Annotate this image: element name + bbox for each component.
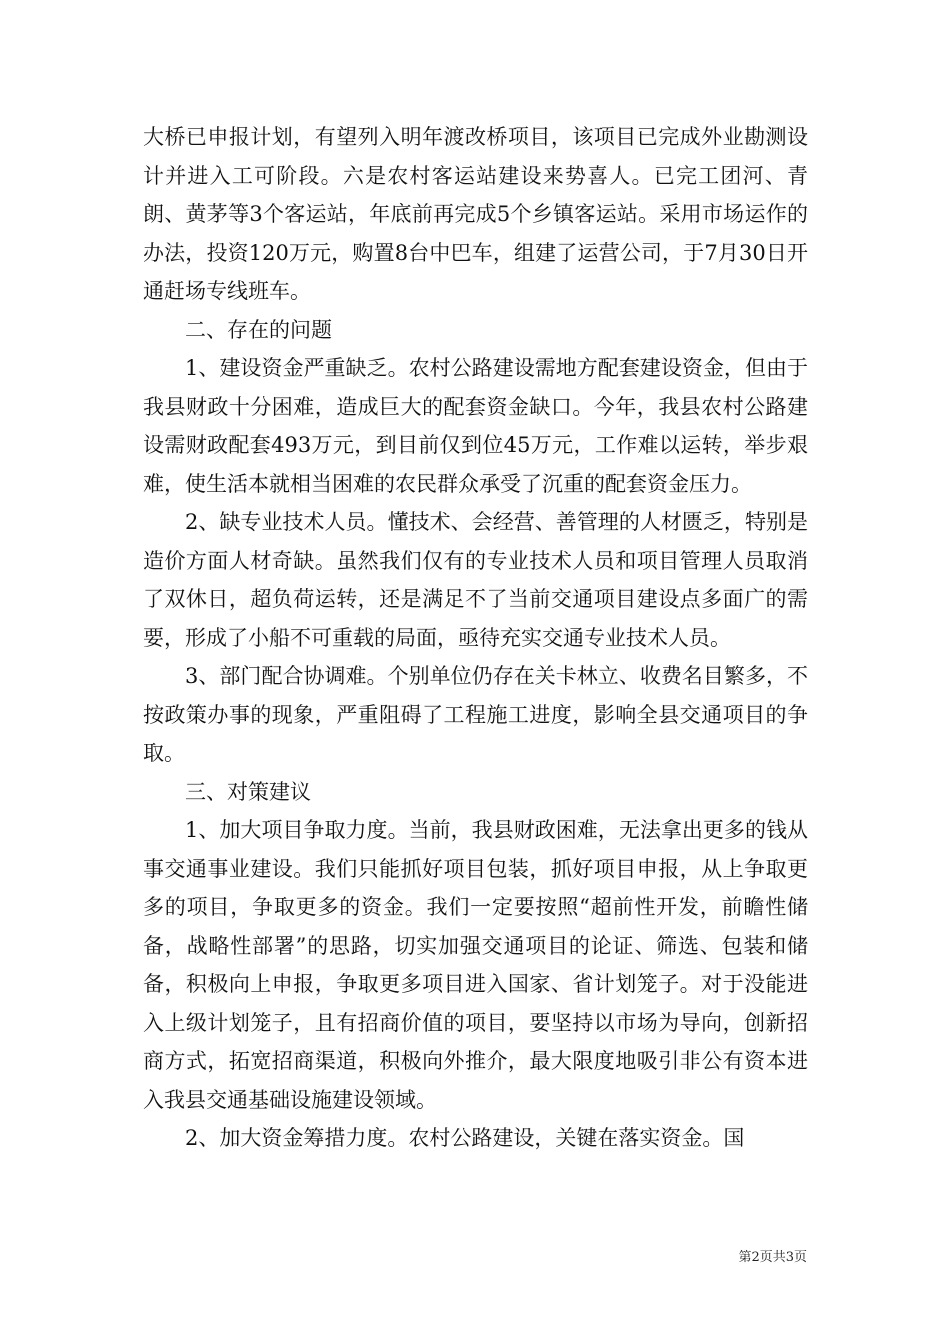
paragraph-project-effort: 1、加大项目争取力度。当前，我县财政困难，无法拿出更多的钱从事交通事业建设。我们只能抓好项目包装，抓好项目申报，从上争取更多的项目，争取更多的资金。我们一定要按照“超前性开发，前瞻性储备，战略性部署”的思路，切实加强交通项目的论证、筛选、包装和储备，积极向上申报，争取更多项目进入国家、省计划笼子。对于没能进入上级计划笼子，且有招商价值的项目，要坚持以市场为导向，创新招商方式，拓宽招商渠道，积极向外推介，最大限度地吸引非公有资本进入我县交通基础设施建设领域。	[143, 818, 808, 1112]
paragraph-funding-effort: 2、加大资金筹措力度。农村公路建设，关键在落实资金。国	[185, 1126, 745, 1150]
paragraph-funding-shortage: 1、建设资金严重缺乏。农村公路建设需地方配套建设资金，但由于我县财政十分困难，造成巨大的配套资金缺口。今年，我县农村公路建设需财政配套493万元，到目前仅到位45万元，工作难以运转，举步艰难，使生活本就相当困难的农民群众承受了沉重的配套资金压力。	[143, 356, 808, 496]
document-body	[143, 118, 808, 1158]
paragraph-staff-shortage: 2、缺专业技术人员。懂技术、会经营、善管理的人材匮乏，特别是造价方面人材奇缺。虽然我们仅有的专业技术人员和项目管理人员取消了双休日，超负荷运转，还是满足不了当前交通项目建设点多面广的需要，形成了小船不可重载的局面，亟待充实交通专业技术人员。	[143, 510, 808, 650]
paragraph-coordination: 3、部门配合协调难。个别单位仍存在关卡林立、收费名目繁多，不按政策办事的现象，严重阻碍了工程施工进度，影响全县交通项目的争取。	[143, 664, 808, 765]
section-heading-suggestions: 三、对策建议	[185, 779, 311, 804]
section-heading-problems: 二、存在的问题	[185, 317, 332, 342]
paragraph-continuation: 大桥已申报计划，有望列入明年渡改桥项目，该项目已完成外业勘测设计并进入工可阶段。六是农村客运站建设来势喜人。已完工团河、青朗、黄茅等3个客运站，年底前再完成5个乡镇客运站。采用市场运作的办法，投资120万元，购置8台中巴车，组建了运营公司，于7月30日开通赶场专线班车。	[143, 125, 808, 303]
page-number-footer: 第2页共3页	[738, 1250, 807, 1265]
